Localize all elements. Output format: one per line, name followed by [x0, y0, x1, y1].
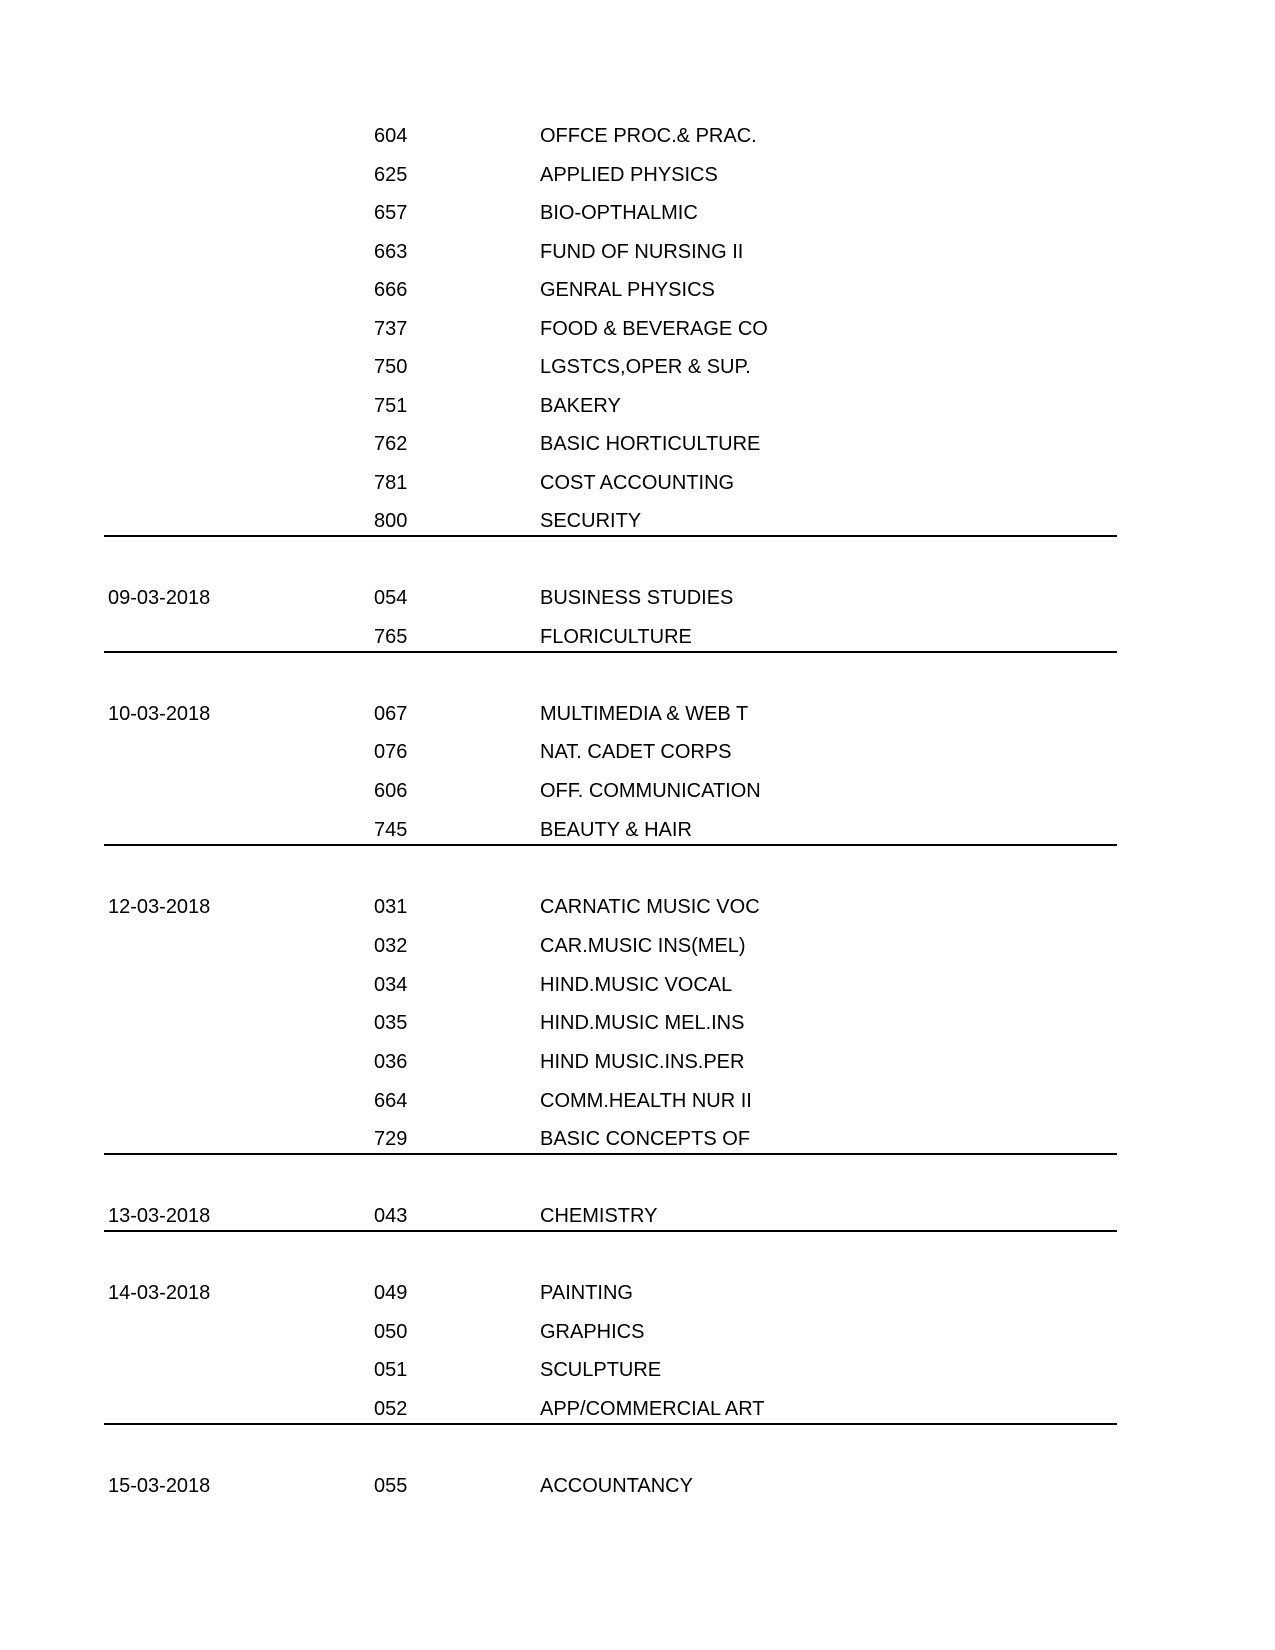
- subject-code: 625: [374, 164, 408, 186]
- subject-name: PAINTING: [540, 1282, 633, 1304]
- subject-name: HIND.MUSIC MEL.INS: [540, 1012, 745, 1034]
- table-row: [0, 314, 1275, 344]
- table-row: [0, 815, 1275, 845]
- table-row: [0, 583, 1275, 613]
- subject-code: 762: [374, 433, 408, 455]
- subject-name: MULTIMEDIA & WEB T: [540, 703, 749, 725]
- subject-code: 750: [374, 356, 408, 378]
- subject-name: OFF. COMMUNICATION: [540, 780, 761, 802]
- subject-code: 067: [374, 703, 408, 725]
- subject-code: 051: [374, 1359, 408, 1381]
- subject-name: FLORICULTURE: [540, 626, 692, 648]
- table-row: [0, 468, 1275, 498]
- subject-code: 050: [374, 1321, 408, 1343]
- table-row: [0, 1124, 1275, 1154]
- subject-name: APPLIED PHYSICS: [540, 164, 718, 186]
- subject-name: COMM.HEALTH NUR II: [540, 1090, 752, 1112]
- subject-name: BUSINESS STUDIES: [540, 587, 734, 609]
- subject-name: BASIC HORTICULTURE: [540, 433, 761, 455]
- subject-code: 034: [374, 974, 408, 996]
- table-row: [0, 1008, 1275, 1038]
- table-row: [0, 1086, 1275, 1116]
- subject-code: 745: [374, 819, 408, 841]
- table-row: [0, 1317, 1275, 1347]
- subject-code: 031: [374, 896, 408, 918]
- group-divider: [104, 535, 1117, 537]
- group-divider: [104, 1230, 1117, 1232]
- exam-date: 09-03-2018: [108, 587, 211, 609]
- subject-name: GRAPHICS: [540, 1321, 645, 1343]
- table-row: [0, 1471, 1275, 1501]
- group-divider: [104, 1153, 1117, 1155]
- subject-name: BIO-OPTHALMIC: [540, 202, 698, 224]
- subject-code: 751: [374, 395, 408, 417]
- table-row: [0, 1355, 1275, 1385]
- exam-date: 14-03-2018: [108, 1282, 211, 1304]
- subject-code: 049: [374, 1282, 408, 1304]
- subject-code: 800: [374, 510, 408, 532]
- table-row: [0, 931, 1275, 961]
- table-row: [0, 776, 1275, 806]
- subject-code: 664: [374, 1090, 408, 1112]
- exam-date: 10-03-2018: [108, 703, 211, 725]
- table-row: [0, 1047, 1275, 1077]
- subject-name: GENRAL PHYSICS: [540, 279, 715, 301]
- exam-date: 15-03-2018: [108, 1475, 211, 1497]
- subject-name: SECURITY: [540, 510, 642, 532]
- table-row: [0, 1394, 1275, 1424]
- subject-code: 737: [374, 318, 408, 340]
- table-row: [0, 237, 1275, 267]
- subject-code: 043: [374, 1205, 408, 1227]
- subject-code: 657: [374, 202, 408, 224]
- table-row: [0, 198, 1275, 228]
- subject-name: OFFCE PROC.& PRAC.: [540, 125, 757, 147]
- subject-code: 729: [374, 1128, 408, 1150]
- subject-name: FOOD & BEVERAGE CO: [540, 318, 768, 340]
- subject-code: 765: [374, 626, 408, 648]
- table-row: [0, 892, 1275, 922]
- table-row: [0, 275, 1275, 305]
- subject-code: 663: [374, 241, 408, 263]
- table-row: [0, 970, 1275, 1000]
- table-row: [0, 160, 1275, 190]
- table-row: [0, 737, 1275, 767]
- table-row: [0, 1201, 1275, 1231]
- subject-code: 035: [374, 1012, 408, 1034]
- subject-name: CHEMISTRY: [540, 1205, 658, 1227]
- table-row: [0, 429, 1275, 459]
- subject-name: LGSTCS,OPER & SUP.: [540, 356, 751, 378]
- table-row: [0, 121, 1275, 151]
- subject-name: HIND.MUSIC VOCAL: [540, 974, 733, 996]
- table-row: [0, 506, 1275, 536]
- subject-name: CARNATIC MUSIC VOC: [540, 896, 760, 918]
- group-divider: [104, 1423, 1117, 1425]
- subject-code: 606: [374, 780, 408, 802]
- subject-code: 032: [374, 935, 408, 957]
- exam-date: 13-03-2018: [108, 1205, 211, 1227]
- exam-date: 12-03-2018: [108, 896, 211, 918]
- subject-name: CAR.MUSIC INS(MEL): [540, 935, 746, 957]
- subject-code: 055: [374, 1475, 408, 1497]
- subject-name: BASIC CONCEPTS OF: [540, 1128, 751, 1150]
- table-row: [0, 622, 1275, 652]
- table-row: [0, 699, 1275, 729]
- group-divider: [104, 844, 1117, 846]
- subject-name: BAKERY: [540, 395, 621, 417]
- subject-code: 781: [374, 472, 408, 494]
- subject-name: COST ACCOUNTING: [540, 472, 735, 494]
- subject-code: 604: [374, 125, 408, 147]
- subject-name: NAT. CADET CORPS: [540, 741, 732, 763]
- subject-code: 036: [374, 1051, 408, 1073]
- subject-code: 052: [374, 1398, 408, 1420]
- table-row: [0, 1278, 1275, 1308]
- subject-code: 054: [374, 587, 408, 609]
- subject-name: APP/COMMERCIAL ART: [540, 1398, 765, 1420]
- subject-name: SCULPTURE: [540, 1359, 662, 1381]
- subject-name: BEAUTY & HAIR: [540, 819, 692, 841]
- subject-code: 666: [374, 279, 408, 301]
- subject-name: ACCOUNTANCY: [540, 1475, 693, 1497]
- table-row: [0, 352, 1275, 382]
- group-divider: [104, 651, 1117, 653]
- table-row: [0, 391, 1275, 421]
- subject-name: FUND OF NURSING II: [540, 241, 744, 263]
- subject-code: 076: [374, 741, 408, 763]
- subject-name: HIND MUSIC.INS.PER: [540, 1051, 745, 1073]
